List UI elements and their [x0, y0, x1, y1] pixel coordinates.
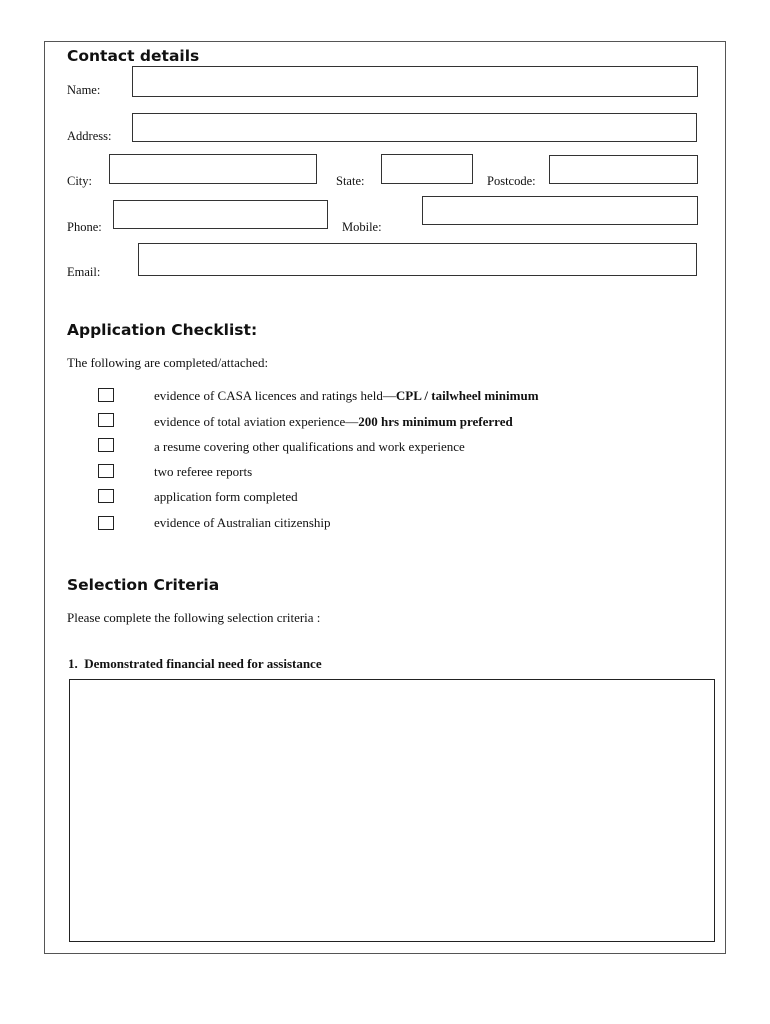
name-field[interactable] [132, 66, 698, 97]
state-field[interactable] [381, 154, 473, 184]
address-field[interactable] [132, 113, 697, 142]
state-label: State: [336, 174, 365, 188]
checklist-checkbox-resume[interactable] [98, 438, 114, 452]
selection-criteria-heading: Selection Criteria [67, 576, 220, 594]
checklist-checkbox-aviation-experience[interactable] [98, 413, 114, 427]
checklist-item-australian-citizenship: evidence of Australian citizenship [154, 515, 331, 530]
checklist-item-casa-licences: evidence of CASA licences and ratings held—CPL / tailwheel minimum [154, 388, 539, 403]
checklist-checkbox-casa-licences[interactable] [98, 388, 114, 402]
city-field[interactable] [109, 154, 317, 184]
phone-label: Phone: [67, 220, 102, 234]
application-checklist-heading: Application Checklist: [67, 321, 258, 339]
checklist-item-aviation-experience: evidence of total aviation experience—200 hrs minimum preferred [154, 414, 513, 429]
checklist-checkbox-australian-citizenship[interactable] [98, 516, 114, 530]
selection-criteria-intro: Please complete the following selection criteria : [67, 610, 321, 625]
phone-field[interactable] [113, 200, 328, 229]
mobile-label: Mobile: [342, 220, 382, 234]
checklist-intro: The following are completed/attached: [67, 355, 269, 370]
checklist-item-resume: a resume covering other qualifications and work experience [154, 439, 465, 454]
postcode-label: Postcode: [487, 174, 536, 188]
name-label: Name: [67, 83, 101, 97]
address-label: Address: [67, 129, 112, 143]
checklist-item-referee-reports: two referee reports [154, 464, 253, 479]
email-label: Email: [67, 265, 101, 279]
checklist-item-application-form: application form completed [154, 489, 298, 504]
criterion-1-title: 1. Demonstrated financial need for assistance [68, 656, 322, 671]
checklist-checkbox-referee-reports[interactable] [98, 464, 114, 478]
email-field[interactable] [138, 243, 697, 276]
mobile-field[interactable] [422, 196, 698, 225]
criterion-1-answer-field[interactable] [69, 679, 715, 942]
postcode-field[interactable] [549, 155, 698, 184]
checklist-checkbox-application-form[interactable] [98, 489, 114, 503]
city-label: City: [67, 174, 93, 188]
contact-details-heading: Contact details [67, 47, 200, 65]
